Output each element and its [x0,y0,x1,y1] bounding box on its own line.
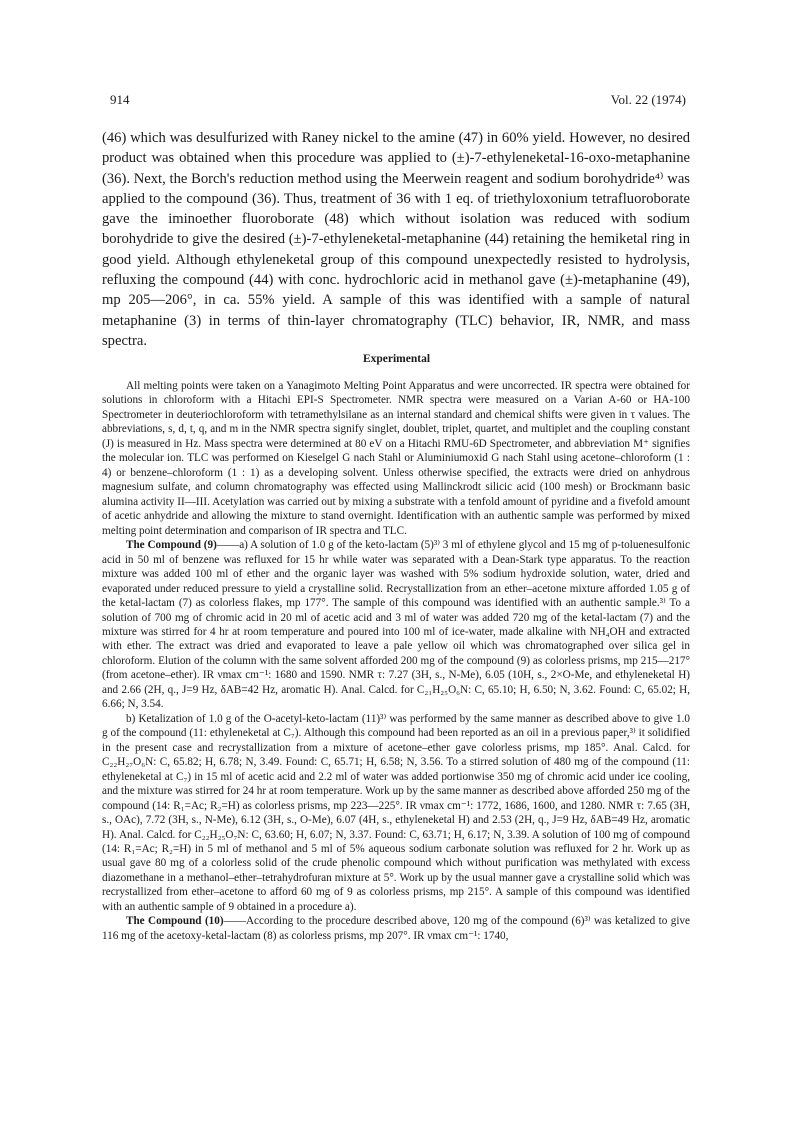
experimental-section [102,379,690,943]
section-heading: Experimental [362,353,431,365]
compound-10-procedure: ——According to the procedure described above, 120 mg of the compound (6)³⁾ was ketalized to give 116 mg of the acetoxy-ketal-lactam (8) as colorless prisms, mp 207°. IR νmax cm⁻¹: 1740, [102,915,690,942]
page-number: 914 [110,92,130,107]
journal-volume: Vol. 22 (1974) [610,92,686,107]
compound-9-paragraph-a [102,538,690,712]
compound-9-paragraph-b: b) Ketalization of 1.0 g of the O-acetyl-keto-lactam (11)³⁾ was performed by the same manner as described above to give 1.0 g of the compound (11: ethyleneketal at C₇). Although this compound had been reported as an oil in a previous paper,³⁾ it solidified in the present case and recrystallization from a mixture of acetone–ether gave colorless prisms, mp 185°. Anal. Calcd. for C₂₂H₂₇O₆N: C, 65.82; H, 6.78; N, 3.49. Found: C, 65.71; H, 6.58; N, 3.56. To a stirred solution of 480 mg of the compound (11: ethyleneketal at C₇) in 15 ml of acetic acid and 2.2 ml of water was added portionwise 350 mg of chromic acid under ice cooling, and the mixture was stirred for 24 hr at room temperature. Work up by the same manner as described above afforded 250 mg of the compound (14: R₁=Ac; R₂=H) as colorless prisms, mp 223—225°. IR νmax cm⁻¹: 1772, 1686, 1600, and 1280. NMR τ: 7.65 (3H, s., OAc), 7.72 (3H, s., N-Me), 6.12 (3H, s., O-Me), 6.07 (4H, s., ethyleneketal H) and 2.53 (2H, q., J=9 Hz, δAB=49 Hz, aromatic H). Anal. Calcd. for C₂₂H₂₅O₇N: C, 63.60; H, 6.07; N, 3.37. Found: C, 63.71; H, 6.17; N, 3.39. A solution of 100 mg of compound (14: R₁=Ac; R₂=H) in 5 ml of methanol and 5 ml of 5% aqueous sodium carbonate solution was refluxed for 2 hr. Work up as usual gave 80 mg of a colorless solid of the crude phenolic compound which without purification was methylated with excess diazomethane in a methanol–ether–tetrahydrofuran mixture at 5°. Work up by the usual manner gave a crystalline solid which was recrystallized from ether–acetone to afford 60 mg of 9 as colorless prisms, mp 215°. A sample of this compound was identified with an authentic sample of 9 obtained in a procedure a). [102,712,690,913]
compound-9-title: The Compound (9) [126,539,217,552]
experimental-general-paragraph: All melting points were taken on a Yanagimoto Melting Point Apparatus and were uncorrected. IR spectra were obtained for solutions in chloroform with a Hitachi EPI-S Spectrometer. NMR spectra were measured on a Varian A-60 or HA-100 Spectrometer in deuteriochloroform with tetramethylsilane as an internal standard and chemical shifts were given in τ values. The abbreviations, s, d, t, q, and m in the NMR spectra signify singlet, doublet, triplet, quartet, and multiplet and the coupling constant (J) is measured in Hz. Mass spectra were determined at 80 eV on a Hitachi RMU-6D Spectrometer, and abbreviation M⁺ signifies the molecular ion. TLC was performed on Kieselgel G nach Stahl or Aluminiumoxid G nach Stahl using acetone–chloroform (1 : 4) or benzene–chloroform (1 : 1) as a developing solvent. Unless otherwise specified, the extracts were dried on anhydrous magnesium sulfate, and column chromatography was effected using Mallinckrodt silicic acid (100 mesh) or Brockmann basic alumina activity II—III. Acetylation was carried out by mixing a substrate with a tenfold amount of pyridine and a fivefold amount of acetic anhydride and allowing the mixture to stand overnight. Identification with an authentic sample was performed by mixed melting point determination and comparison of IR spectra and TLC. [102,380,690,537]
compound-9-procedure-a: ——a) A solution of 1.0 g of the keto-lactam (5)³⁾ 3 ml of ethylene glycol and 15 mg of p-toluenesulfonic acid in 50 ml of benzene was refluxed for 15 hr while water was separated with a Dean-Stark type apparatus. To the reaction mixture was added 100 ml of ether and the organic layer was washed with 5% sodium hydroxide solution, water, dried and evaporated under reduced pressure to yield a crystalline solid. Recrystallization from an ether–acetone mixture afforded 1.05 g of the ketal-lactam (7) as colorless flakes, mp 177°. The sample of this compound was identified with an authentic sample.³⁾ To a solution of 700 mg of chromic acid in 20 ml of acetic acid and 3 ml of water was added 720 mg of the ketal-lactam (7) and the mixture was stirred for 4 hr at room temperature and poured into 100 ml of ice-water, made alkaline with NH₄OH and extracted with ether. The extract was dried and evaporated to leave a pale yellow oil which was chromatographed over silica gel in chloroform. Elution of the column with the same solvent afforded 200 mg of the compound (9) as colorless prisms, mp 215—217° (from acetone–ether). IR νmax cm⁻¹: 1680 and 1590. NMR τ: 7.27 (3H, s., N-Me), 6.05 (10H, s., 2×O-Me, and ethyleneketal H) and 2.66 (2H, q., J=9 Hz, δAB=42 Hz, aromatic H). Anal. Calcd. for C₂₁H₂₅O₆N: C, 65.10; H, 6.50; N, 3.62. Found: C, 65.02; H, 6.66; N, 3.54. [102,539,690,711]
compound-10-title: The Compound (10) [126,915,224,928]
page-header [110,92,686,110]
intro-text [102,128,690,351]
intro-paragraph: (46) which was desulfurized with Raney nickel to the amine (47) in 60% yield. However, no desired product was obtained when this procedure was applied to (±)-7-ethyleneketal-16-oxo-metaphanine (36). Next, the Borch's reduction method using the Meerwein reagent and sodium borohydride⁴⁾ was applied to the compound (36). Thus, treatment of 36 with 1 eq. of triethyloxonium tetrafluoroborate gave the iminoether fluoroborate (48) which without isolation was reduced with sodium borohydride to give the desired (±)-7-ethyleneketal-metaphanine (44) retaining the hemiketal ring in good yield. Although ethyleneketal group of this compound unexpectedly resisted to hydrolysis, refluxing the compound (44) with conc. hydrochloric acid in methanol gave (±)-metaphanine (49), mp 205—206°, in ca. 55% yield. A sample of this was identified with a sample of natural metaphanine (3) in terms of thin-layer chromatography (TLC) behavior, IR, NMR, and mass spectra. [102,130,690,349]
compound-10-paragraph [102,914,690,943]
